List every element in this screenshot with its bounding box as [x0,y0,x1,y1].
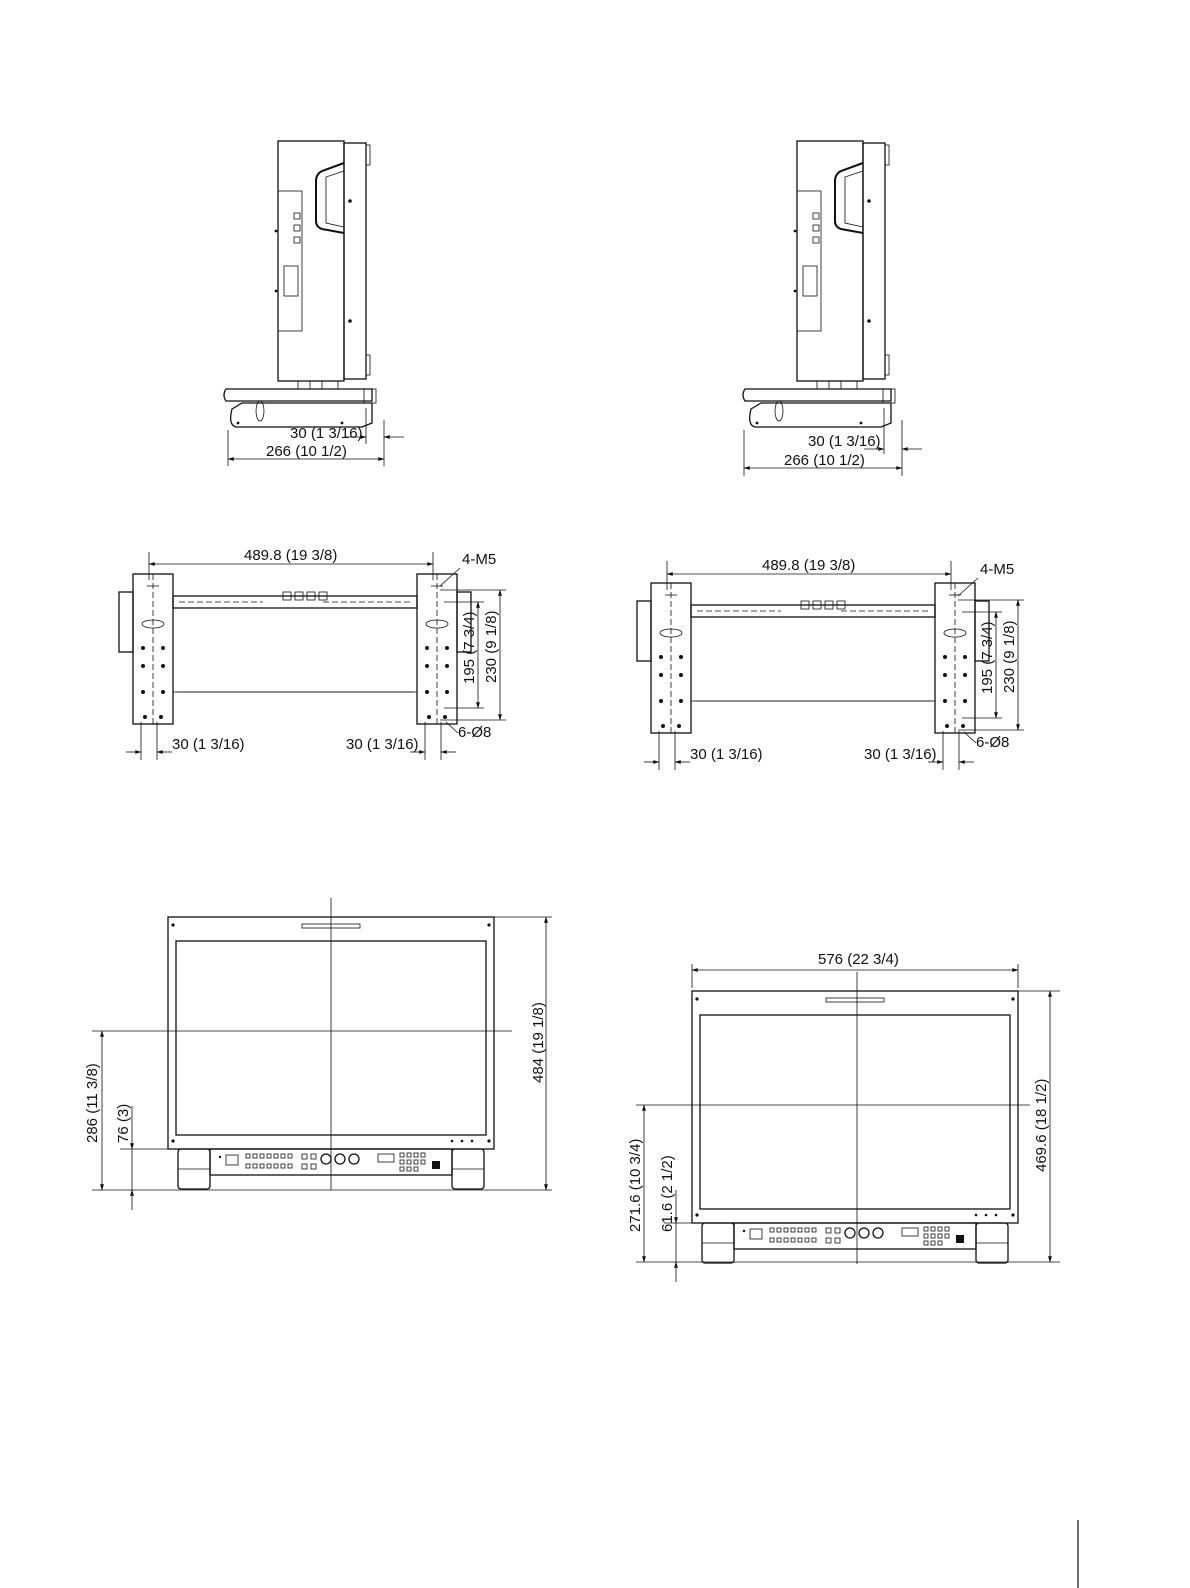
top-right-width-label: 489.8 (19 3/8) [762,557,856,574]
side-right-offset-label: 30 (1 3/16) [808,433,881,450]
top-left-right-offset-label: 30 (1 3/16) [346,736,419,753]
side-left-offset-label: 30 (1 3/16) [290,425,363,442]
top-view-left [119,547,506,760]
top-right-hole-span-label: 195 (7 3/4) [979,621,996,694]
front-view-left [84,898,552,1210]
top-right-left-offset-label: 30 (1 3/16) [690,746,763,763]
front-right-width-label: 576 (22 3/4) [818,951,899,968]
front-view-right [627,951,1060,1282]
top-right-hole-label: 6-Ø8 [976,734,1010,751]
top-left-width-label: 489.8 (19 3/8) [244,547,338,564]
top-left-left-offset-label: 30 (1 3/16) [172,736,245,753]
top-left-depth-label: 230 (9 1/8) [483,610,500,683]
front-left-center-height-label: 286 (11 3/8) [84,1063,101,1143]
side-view-left [224,141,404,466]
top-view-right [637,557,1024,770]
top-right-depth-label: 230 (9 1/8) [1001,620,1018,693]
front-right-foot-label: 61.6 (2 1/2) [659,1155,676,1232]
top-left-screw-label: 4-M5 [462,551,497,568]
front-right-height-label: 469.6 (18 1/2) [1033,1078,1050,1172]
side-left-depth-label: 266 (10 1/2) [266,443,347,460]
front-left-foot-label: 76 (3) [115,1103,132,1143]
top-right-right-offset-label: 30 (1 3/16) [864,746,937,763]
side-right-depth-label: 266 (10 1/2) [784,452,865,469]
front-right-center-height-label: 271.6 (10 3/4) [627,1138,644,1232]
top-right-screw-label: 4-M5 [980,561,1015,578]
side-view-right [743,141,922,476]
top-left-hole-span-label: 195 (7 3/4) [461,611,478,684]
top-left-hole-label: 6-Ø8 [458,724,492,741]
front-left-height-label: 484 (19 1/8) [530,1002,547,1083]
